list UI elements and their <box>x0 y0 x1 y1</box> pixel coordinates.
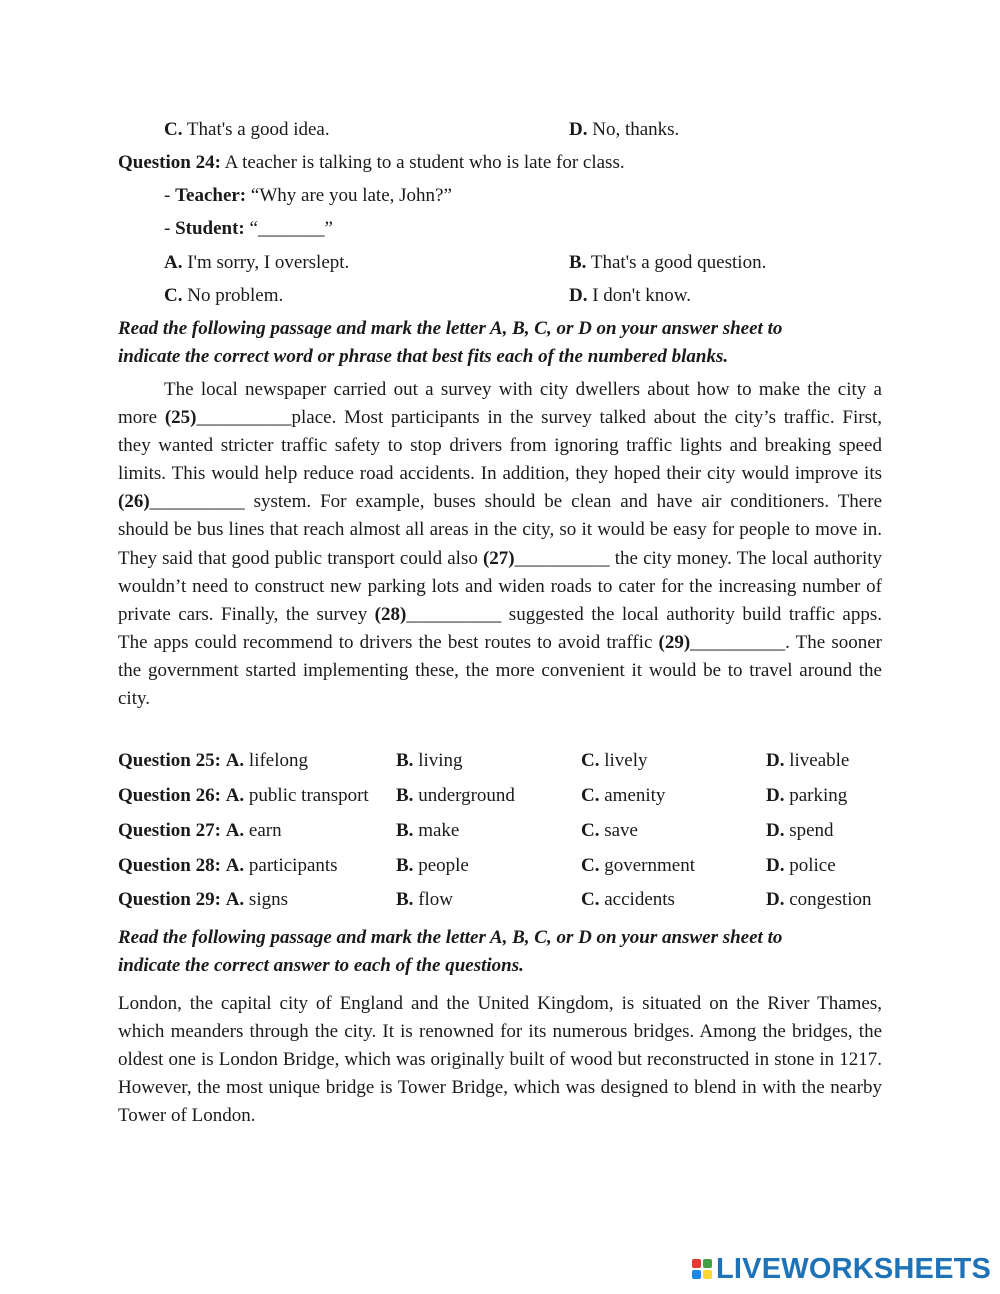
option-letter: D. <box>569 119 588 140</box>
option-letter: D. <box>569 285 588 306</box>
option-a-text: public transport <box>248 785 369 806</box>
option-d-text: spend <box>789 820 834 841</box>
blank-number-28: (28) <box>374 603 407 625</box>
option-b-text: living <box>418 750 463 771</box>
option-c-text: government <box>604 855 695 876</box>
option-letter: C. <box>581 855 600 876</box>
question-row-27-d <box>766 817 834 845</box>
passage-text: __________ suggested the local authority build traffic apps. The apps could recommend to drivers the best routes to avoid traffic <box>118 603 882 653</box>
option-letter: B. <box>396 820 414 841</box>
option-d-text: congestion <box>789 889 872 910</box>
q24-student-line <box>164 215 333 243</box>
logo-text: LIVEWORKSHEETS <box>716 1252 992 1285</box>
question-label: Question 27: <box>118 820 221 841</box>
option-text: I'm sorry, I overslept. <box>187 252 350 273</box>
blank-number-25: (25) <box>164 407 197 429</box>
option-c-text: lively <box>604 750 648 771</box>
option-letter: B. <box>396 855 414 876</box>
q24-option-a <box>164 249 349 277</box>
speaker-label: Student: <box>175 218 245 239</box>
speaker-text: “_______” <box>249 218 333 239</box>
question-row-28-d <box>766 852 836 880</box>
question-row-29-label <box>118 886 288 914</box>
question-row-27-b <box>396 817 459 845</box>
option-letter: A. <box>225 785 245 806</box>
q24-option-c <box>164 282 283 310</box>
q23-option-d <box>569 116 679 144</box>
question-row-28-b <box>396 852 469 880</box>
option-letter: A. <box>225 889 245 910</box>
option-letter: D. <box>766 820 785 841</box>
question-text: A teacher is talking to a student who is late for class. <box>224 152 625 173</box>
instruction-1-line-1: Read the following passage and mark the letter A, B, C, or D on your answer sheet to <box>118 318 783 339</box>
logo-square <box>692 1259 701 1268</box>
option-b-text: make <box>418 820 460 841</box>
option-letter: D. <box>766 889 785 910</box>
dash: - <box>164 185 176 206</box>
option-a-text: signs <box>248 889 288 910</box>
passage-2: London, the capital city of England and the United Kingdom, is situated on the River Thames, which meanders through the city. It is renowned for its numerous bridges. Among the bridges, the oldest one is London Bridge, which was originally built of wood but reconstructed in stone in 1217. However, the most unique bridge is Tower Bridge, which was designed to blend in with the nearby Tower of London. <box>118 993 882 1127</box>
question-row-25-d <box>766 747 849 775</box>
question-row-29-c <box>581 886 675 914</box>
question-row-29-b <box>396 886 453 914</box>
instruction-2-line-2: indicate the correct answer to each of the questions. <box>118 955 524 976</box>
option-letter: D. <box>766 750 785 771</box>
option-letter: C. <box>164 285 183 306</box>
option-d-text: liveable <box>789 750 850 771</box>
passage-text: __________. The sooner the government started implementing these, the more convenient it would be to travel around the city. <box>118 631 882 710</box>
question-row-29-d <box>766 886 872 914</box>
speaker-text: “Why are you late, John?” <box>250 185 452 206</box>
instruction-1-line-2: indicate the correct word or phrase that best fits each of the numbered blanks. <box>118 346 729 367</box>
option-letter: D. <box>766 785 785 806</box>
question-row-25-b <box>396 747 463 775</box>
question-label: Question 29: <box>118 889 221 910</box>
passage-1 <box>118 376 882 713</box>
option-letter: B. <box>396 750 414 771</box>
option-d-text: parking <box>789 785 848 806</box>
option-b-text: people <box>418 855 469 876</box>
q24-option-b <box>569 249 766 277</box>
question-row-28-label <box>118 852 338 880</box>
question-row-25-label <box>118 747 308 775</box>
option-letter: A. <box>164 252 183 273</box>
passage-text: __________ system. For example, buses should be clean and have air conditioners. There should be bus lines that reach almost all areas in the city, so it would be easy for people to move in. They said that good public transport could also <box>118 491 882 569</box>
logo-square <box>703 1259 712 1268</box>
option-c-text: amenity <box>604 785 666 806</box>
option-letter: B. <box>569 252 587 273</box>
option-letter: C. <box>581 785 600 806</box>
question-row-27-label <box>118 817 282 845</box>
option-letter: D. <box>766 855 785 876</box>
question-row-27-c <box>581 817 638 845</box>
q24-prompt <box>118 149 625 177</box>
option-letter: B. <box>396 889 414 910</box>
option-text: That's a good idea. <box>186 119 330 140</box>
blank-number-27: (27) <box>482 547 515 569</box>
option-letter: C. <box>164 119 183 140</box>
option-letter: C. <box>581 820 600 841</box>
option-text: No problem. <box>187 285 284 306</box>
question-row-28-c <box>581 852 695 880</box>
dash: - <box>164 218 176 239</box>
instruction-2-line-1: Read the following passage and mark the letter A, B, C, or D on your answer sheet to <box>118 927 783 948</box>
passage-text: __________place. Most participants in the survey talked about the city’s traffic. First, they wanted stricter traffic safety to stop drivers from ignoring traffic lights and breaking speed limits. This would help reduce road accidents. In addition, they hoped their city would improve its <box>118 407 882 485</box>
liveworksheets-logo-icon <box>692 1259 712 1279</box>
option-c-text: accidents <box>604 889 675 910</box>
question-row-25-c <box>581 747 648 775</box>
option-d-text: police <box>789 855 836 876</box>
q23-option-c <box>164 116 330 144</box>
logo-square <box>703 1270 712 1279</box>
option-text: That's a good question. <box>590 252 767 273</box>
option-a-text: lifelong <box>248 750 309 771</box>
blank-number-29: (29) <box>658 631 691 653</box>
option-a-text: earn <box>248 820 282 841</box>
option-a-text: participants <box>248 855 338 876</box>
option-b-text: underground <box>418 785 515 806</box>
passage-1-text <box>118 376 882 713</box>
option-letter: B. <box>396 785 414 806</box>
passage-text: The local newspaper carried out a survey with city dwellers about how to make the city a more <box>118 379 882 429</box>
question-label: Question 26: <box>118 785 221 806</box>
passage-text: __________ the city money. The local authority wouldn’t need to construct new parking lots and widen roads to cater for the increasing number of private cars. Finally, the survey <box>118 547 883 625</box>
question-label: Question 24: <box>118 152 221 173</box>
option-letter: C. <box>581 889 600 910</box>
speaker-label: Teacher: <box>175 185 247 206</box>
question-row-26-label <box>118 782 369 810</box>
option-text: No, thanks. <box>592 119 680 140</box>
question-label: Question 28: <box>118 855 221 876</box>
logo-square <box>692 1270 701 1279</box>
question-row-26-b <box>396 782 515 810</box>
question-row-26-d <box>766 782 847 810</box>
option-letter: A. <box>225 855 245 876</box>
q24-teacher-line <box>164 182 452 210</box>
option-b-text: flow <box>418 889 454 910</box>
option-c-text: save <box>604 820 638 841</box>
blank-number-26: (26) <box>118 491 150 513</box>
option-letter: C. <box>581 750 600 771</box>
question-label: Question 25: <box>118 750 221 771</box>
option-letter: A. <box>225 820 245 841</box>
liveworksheets-logo <box>692 1254 991 1284</box>
option-text: I don't know. <box>592 285 692 306</box>
question-row-26-c <box>581 782 665 810</box>
q24-option-d <box>569 282 691 310</box>
option-letter: A. <box>225 750 245 771</box>
